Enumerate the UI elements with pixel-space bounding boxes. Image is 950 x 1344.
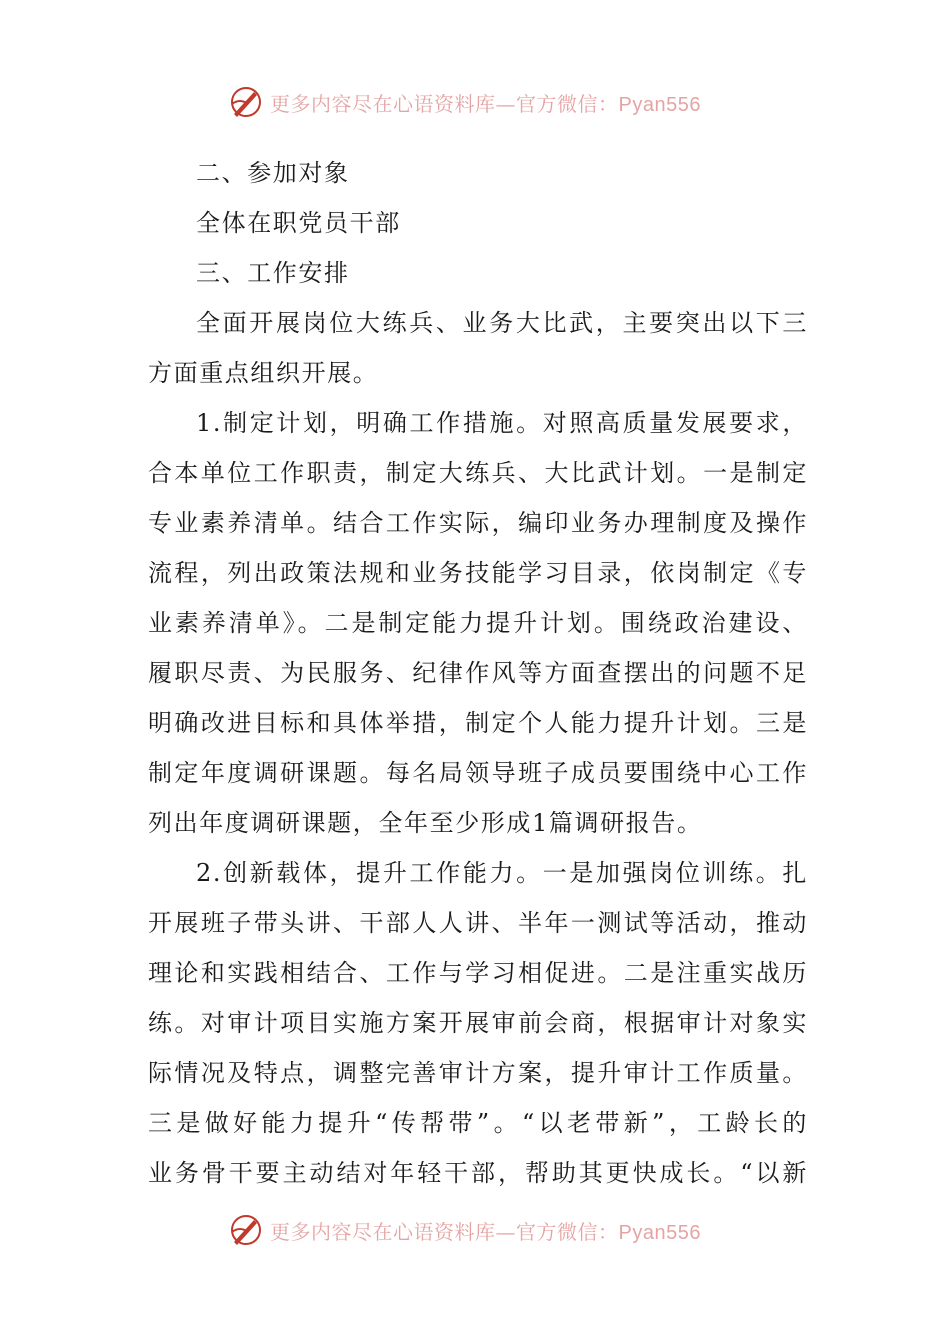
paragraph-line: 列出年度调研课题，全年至少形成1篇调研报告。: [148, 809, 703, 837]
item-1-paragraph: [148, 398, 808, 848]
paragraph-line: 专业素养清单。结合工作实际，编印业务办理制度及操作: [148, 509, 808, 537]
arrangement-intro: [148, 298, 808, 398]
section-heading-arrangement: 三、工作安排: [196, 259, 350, 287]
paragraph-line: 业务骨干要主动结对年轻干部，帮助其更快成长。“以新: [148, 1159, 808, 1187]
paragraph-line: 流程，列出政策法规和业务技能学习目录，依岗制定《专: [148, 559, 808, 587]
paragraph-line: 1.制定计划，明确工作措施。对照高质量发展要求，: [196, 409, 808, 437]
paragraph-line: 三是做好能力提升“传帮带”。“以老带新”，工龄长的: [148, 1109, 808, 1137]
item-2-paragraph: [148, 848, 808, 1198]
paragraph-line: 练。对审计项目实施方案开展审前会商，根据审计对象实: [148, 1009, 808, 1037]
document-body: [148, 148, 808, 1198]
bottom-watermark: [0, 1208, 950, 1252]
watermark-text: 更多内容尽在心语资料库—官方微信：: [270, 1219, 619, 1244]
paragraph-line: 2.创新载体，提升工作能力。一是加强岗位训练。扎: [196, 859, 808, 887]
paragraph-line: 开展班子带头讲、干部人人讲、半年一测试等活动，推动: [148, 909, 808, 937]
paragraph-line: 合本单位工作职责，制定大练兵、大比武计划。一是制定: [148, 459, 808, 487]
paragraph-line: 理论和实践相结合、工作与学习相促进。二是注重实战历: [148, 959, 808, 987]
paragraph-line: 全面开展岗位大练兵、业务大比武，主要突出以下三: [196, 309, 808, 337]
pen-logo-icon: [228, 84, 264, 120]
paragraph-line: 际情况及特点，调整完善审计方案，提升审计工作质量。: [148, 1059, 808, 1087]
paragraph-line: 明确改进目标和具体举措，制定个人能力提升计划。三是: [148, 709, 808, 737]
wechat-id: Pyan556: [618, 93, 701, 116]
participants-text: 全体在职党员干部: [196, 209, 401, 237]
paragraph-line: 方面重点组织开展。: [148, 359, 379, 387]
wechat-id: Pyan556: [618, 1221, 701, 1244]
top-watermark: [0, 80, 950, 124]
pen-logo-icon: [228, 1212, 264, 1248]
watermark-text: 更多内容尽在心语资料库—官方微信：: [270, 91, 619, 116]
paragraph-line: 履职尽责、为民服务、纪律作风等方面查摆出的问题不足: [148, 659, 808, 687]
paragraph-line: 业素养清单》。二是制定能力提升计划。围绕政治建设、: [148, 609, 808, 637]
paragraph-line: 制定年度调研课题。每名局领导班子成员要围绕中心工作: [148, 759, 808, 787]
section-heading-participants: 二、参加对象: [196, 159, 350, 187]
